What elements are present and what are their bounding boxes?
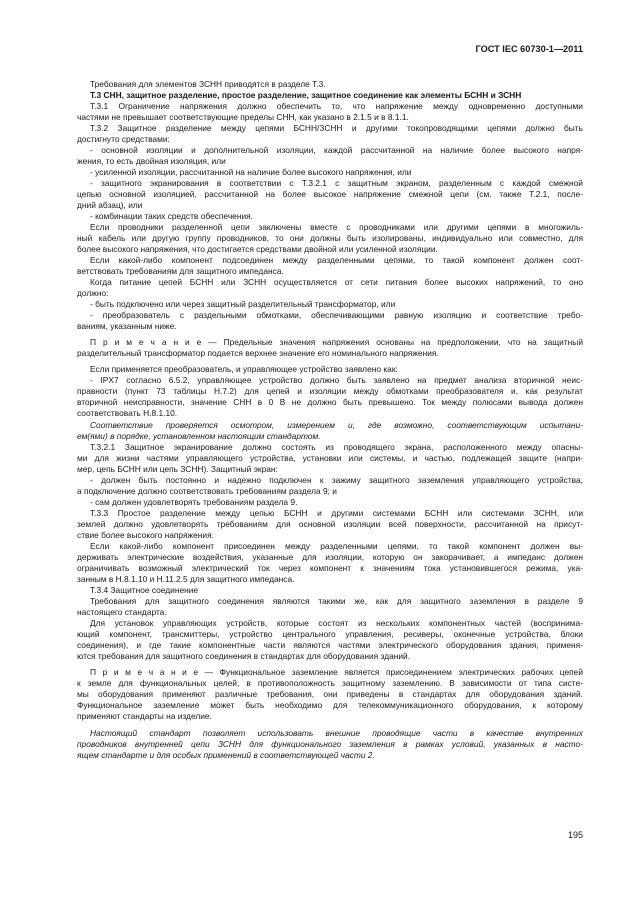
text-line: Если проводники разделенной цепи заключены вместе с проводниками или другими цепями в многожиль-	[90, 222, 583, 232]
text-line: - основной изоляции и дополнительной изоляции, каждой рассчитанной на наличие более высокого напря-	[90, 145, 583, 155]
text-line: частями не превышает соответствующие пределы СНН, как указано в 2.1.5 и в 8.1.1.	[77, 112, 409, 122]
text-line: - усиленной изоляции, рассчитанной на наличие более высокого напряжения, или	[90, 167, 412, 177]
text-line: - должен быть постоянно и надежно подключен к зажиму защитного заземления управляющего устройства,	[90, 475, 583, 485]
note-line: мы оборудования применяют различные требования, они приведены в стандартах для оборудования зданий.	[77, 689, 583, 699]
text-line: Если применяется преобразователь, и управляющее устройство заявлено как:	[90, 364, 398, 374]
note-line: П р и м е ч а н и е — Предельные значения напряжения основаны на предположении, что на защитный	[90, 337, 583, 347]
text-line: ветствовать требованиям для защитного импеданса.	[77, 266, 284, 276]
text-line: Для установок управляющих устройств, которые состоят из нескольких компонентных частей (воспринима-	[90, 618, 583, 628]
subsection-heading: Т.3.4 Защитное соединение	[90, 585, 199, 595]
italic-line: ящем стандарте и для особых применений в соответствующей части 2.	[77, 750, 375, 760]
note-line: к земле для функциональных целей, в противоположность защитному заземлению. В зависимости от типа систе-	[77, 678, 583, 688]
italic-line: проводников внутренней цепи ЗСНН для функционального заземления в рамках условий, указанных в насто-	[77, 739, 583, 749]
text-line: Требования для элементов ЗСНН приводятся в разделе Т.3.	[90, 79, 326, 89]
text-line: Т.3.1 Ограничение напряжения должно обеспечить то, что напряжение между одновременно доступными	[90, 101, 583, 111]
text-line: - преобразователь с раздельными обмотками, обеспечивающими равную изоляцию и соответствие требо-	[90, 310, 583, 320]
text-line: - IPX7 согласно 6.5.2, управляющее устройство должно быть заявлено на предмет анализа вторичной неис-	[90, 375, 583, 385]
text-line: Если какой-либо компонент присоединен между разделенными цепями, то такой компонент должен вы-	[90, 541, 583, 551]
text-line: ющий компонент, трансмиттеры, устройство центрального управления, ресиверы, оконечные устройства, блоки	[77, 629, 583, 639]
text-line: Требования для защитного соединения являются такими же, как для защитного заземления в разделе 9	[90, 596, 583, 606]
text-line: более высокого напряжения, что достигается средствами двойной или усиленной изоляции.	[77, 244, 438, 254]
text-line: должно:	[77, 288, 109, 298]
text-line: ствие более высокого напряжения.	[77, 530, 214, 540]
text-line: ный кабель или другую группу проводников, то они должны быть изолированы, индивидуально или совместно, для	[77, 233, 583, 243]
text-line: достигнуто средствами:	[77, 134, 170, 144]
text-line: Т.3.3 Простое разделение между цепью БСНН и другими системами БСНН или системами ЗСНН, или	[90, 508, 583, 518]
text-line: держивать электрические воздействия, указанные для изоляции, которую он закорачивает, а импеданс должен	[77, 552, 583, 562]
text-line: ваниям, указанным ниже.	[77, 321, 177, 331]
section-heading: Т.3 СНН, защитное разделение, простое разделение, защитное соединение как элементы БСНН и ЗСНН	[90, 90, 522, 100]
note-line: Функциональное заземление может быть необходимо для телекоммуникационного оборудования, к которому	[77, 700, 583, 710]
text-line: Т.3.2 Защитное разделение между цепями БСНН/ЗСНН и другими токопроводящими цепями должно быть	[90, 123, 583, 133]
text-line: жения, то есть двойная изоляция, или	[77, 156, 226, 166]
text-line: Т.3.2.1 Защитное экранирование должно состоять из проводящего экрана, расположенного между опасны-	[90, 442, 583, 452]
text-line: мер, цепь БСНН или цепь ЗСНН). Защитный экран:	[77, 464, 278, 474]
text-line: - защитного экранирования в соответствии с Т.3.2.1 с защитным экраном, разделенным с каждой смежной	[90, 178, 583, 188]
standard-header: ГОСТ IEC 60730-1—2011	[475, 44, 583, 54]
text-line: землей должно удовлетворять требованиям для основной изоляции всей поверхности, рассчитанной на присут-	[77, 519, 583, 529]
note-line: П р и м е ч а н и е — Функциональное заземление является присоединением электрических рабочих цепей	[90, 667, 583, 677]
note-line: разделительный трансформатор подается верхнее значение его номинального напряжения.	[77, 348, 439, 358]
text-line: цепью основной изоляцией, рассчитанной на более высокое напряжение смежной цепи (см. также Т.2.1, после-	[77, 189, 583, 199]
italic-line: Настоящий стандарт позволяет использовать внешние проводящие части в качестве внутренних	[90, 728, 583, 738]
text-line: соответствовать Н.8.1.10.	[77, 408, 178, 418]
text-line: а подключение должно соответствовать требованиям раздела 9; и	[77, 486, 337, 496]
compliance-line: ем(ями) в порядке, установленном настоящим стандартом.	[77, 431, 321, 441]
text-line: - сам должен удовлетворять требованиям раздела 9.	[90, 497, 298, 507]
text-line: вторичной неисправности, значение СНН в 0 В не должно быть превышено. Ток между полюсами вывода должен	[77, 397, 583, 407]
text-line: - быть подключено или через защитный разделительный трансформатор, или	[90, 299, 396, 309]
note-line: применяют стандарты на изделие.	[77, 711, 212, 721]
text-line: соединения), и где такие компонентные части являются частями электрического оборудования здания, применя-	[77, 640, 583, 650]
text-line: занным в Н.8.1.10 и Н.11.2.5 для защитного импеданса.	[77, 574, 295, 584]
text-line: ограничивать возможный электрический ток через компонент к значениям тока установившегося режима, ука-	[77, 563, 583, 573]
text-line: - комбинации таких средств обеспечения.	[90, 211, 254, 221]
page-number: 195	[567, 830, 583, 840]
text-line: Если какой-либо компонент подсоединен между разделенными цепями, то такой компонент должен соот-	[90, 255, 583, 265]
text-line: Когда питание цепей БСНН или ЗСНН осуществляется от сети питания более высоких напряжений, то оно	[90, 277, 583, 287]
text-line: ми для жизни частями управляющего устройства, установки или системы, и частью, подлежащей защите (напри-	[77, 453, 583, 463]
text-line: настоящего стандарта.	[77, 607, 167, 617]
compliance-line: Соответствие проверяется осмотром, измерением и, где возможно, соответствующим испытани-	[90, 420, 583, 430]
text-line: ются требования для защитного соединения в стандартах для оборудования зданий.	[77, 651, 411, 661]
text-line: правности (пункт 73 таблицы Н.7.2) для цепей и изоляции между обмотками преобразователя и, как результат	[77, 386, 583, 396]
text-line: дний абзац), или	[77, 200, 143, 210]
